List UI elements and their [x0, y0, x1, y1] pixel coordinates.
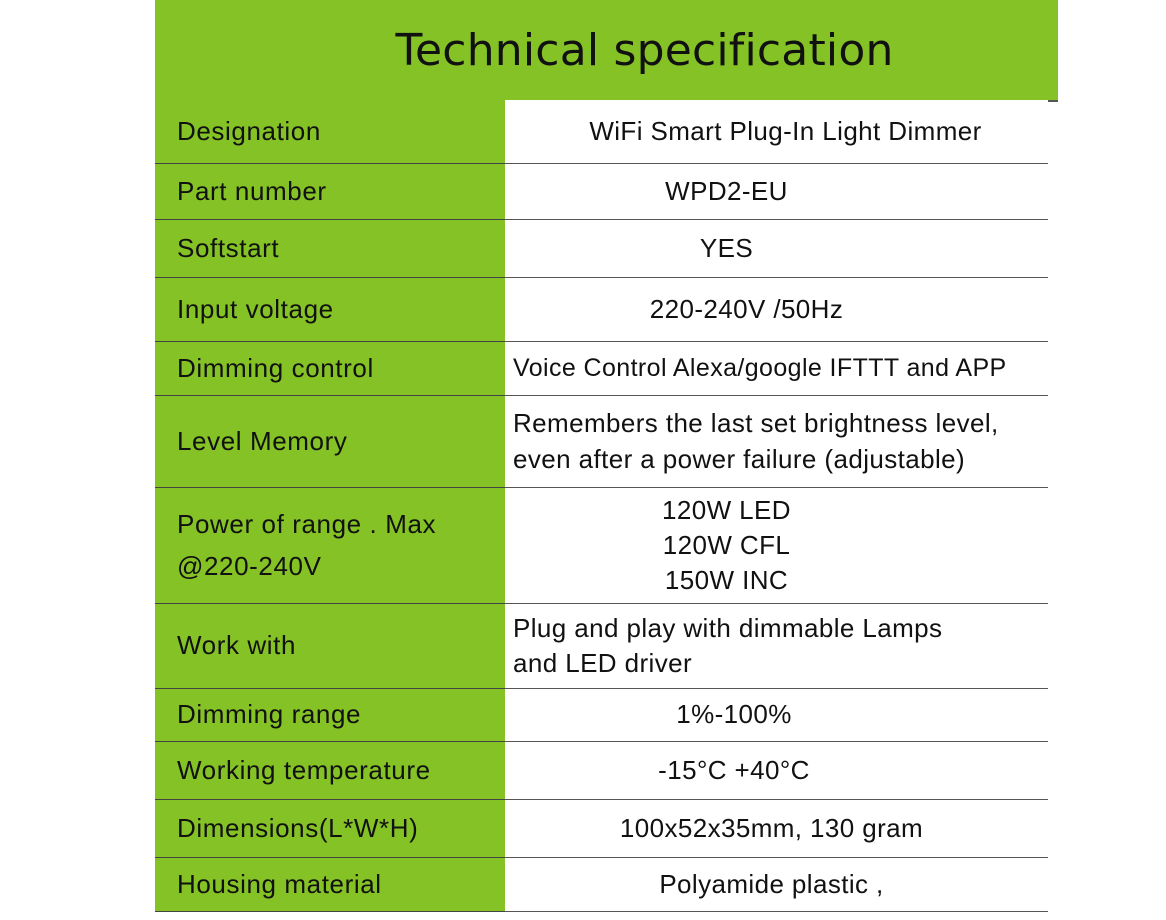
- value-line: 150W INC: [664, 565, 789, 596]
- spec-sheet: [155, 0, 1058, 912]
- table-row-working-temperature: [155, 742, 1058, 800]
- table-row-dimming-range: [155, 689, 1058, 742]
- table-row-softstart: [155, 220, 1058, 278]
- row-label: Dimming range: [155, 689, 505, 742]
- row-value: -15°C +40°C: [505, 742, 1048, 800]
- row-label: Part number: [155, 164, 505, 220]
- label-line: Power of range . Max: [177, 508, 437, 539]
- row-label: Level Memory: [155, 396, 505, 488]
- table-row-part-number: [155, 164, 1058, 220]
- row-label: Dimming control: [155, 342, 505, 396]
- row-value: [505, 396, 1048, 488]
- row-label: Input voltage: [155, 278, 505, 342]
- spec-table: [155, 100, 1058, 912]
- value-line: 120W CFL: [662, 529, 791, 560]
- title-bar: [155, 0, 1058, 100]
- value-line: even after a power failure (adjustable): [513, 443, 966, 474]
- table-row-housing-material: [155, 858, 1058, 912]
- row-value: Voice Control Alexa/google IFTTT and APP: [505, 342, 1048, 396]
- table-row-level-memory: [155, 396, 1058, 488]
- table-row-designation: [155, 100, 1058, 164]
- row-label: Designation: [155, 100, 505, 164]
- value-line: 120W LED: [662, 494, 791, 525]
- row-label: [155, 488, 505, 604]
- table-row-dimensions: [155, 800, 1058, 858]
- table-row-power-range: [155, 488, 1058, 604]
- row-value: [505, 488, 1048, 604]
- row-value: 100x52x35mm, 130 gram: [505, 800, 1048, 858]
- row-value: [505, 604, 1048, 689]
- table-row-work-with: [155, 604, 1058, 689]
- row-label: Dimensions(L*W*H): [155, 800, 505, 858]
- value-line: Remembers the last set brightness level,: [513, 408, 999, 439]
- row-value: Polyamide plastic ,: [505, 858, 1048, 912]
- row-label: Working temperature: [155, 742, 505, 800]
- row-label: Housing material: [155, 858, 505, 912]
- row-value: YES: [505, 220, 1048, 278]
- table-row-dimming-control: [155, 342, 1058, 396]
- label-line: @220-240V: [177, 550, 322, 581]
- value-line: Plug and play with dimmable Lamps: [513, 612, 943, 643]
- row-label: Work with: [155, 604, 505, 689]
- row-value: 1%-100%: [505, 689, 1048, 742]
- row-value: WiFi Smart Plug-In Light Dimmer: [505, 100, 1048, 164]
- row-value: 220-240V /50Hz: [505, 278, 1048, 342]
- row-value: WPD2-EU: [505, 164, 1048, 220]
- row-label: Softstart: [155, 220, 505, 278]
- value-line: and LED driver: [513, 648, 693, 678]
- table-row-input-voltage: [155, 278, 1058, 342]
- page-title: Technical specification: [395, 24, 894, 76]
